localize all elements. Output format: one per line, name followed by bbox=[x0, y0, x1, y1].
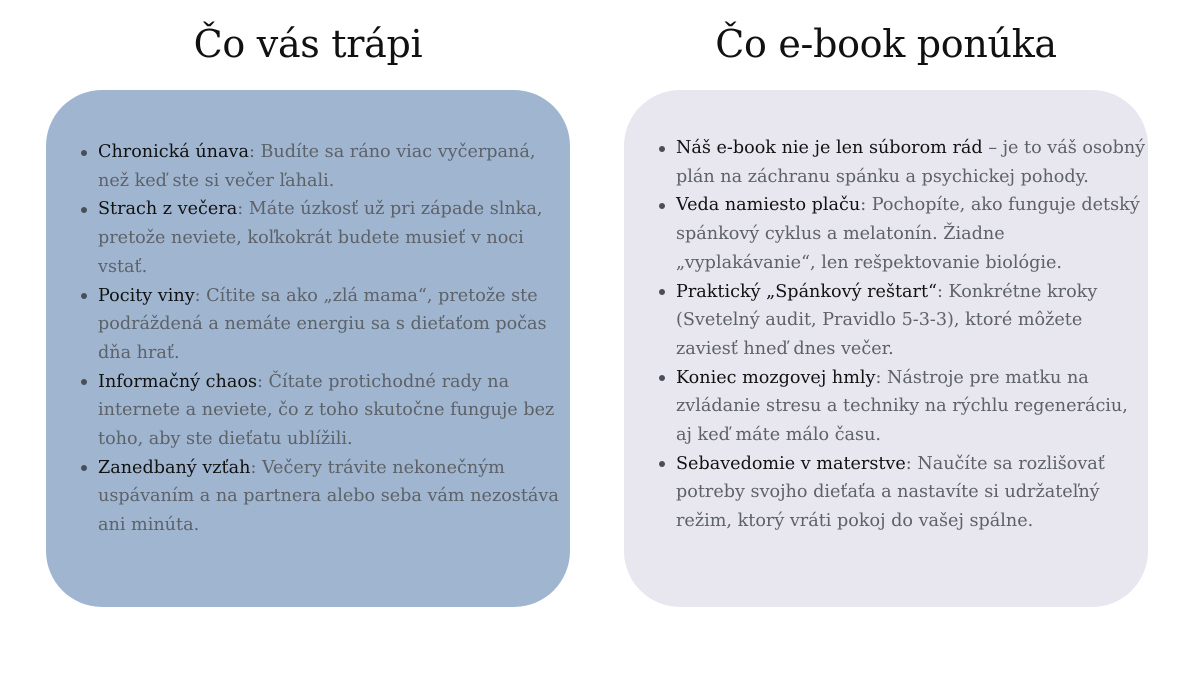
item-text: : Budíte sa ráno viac vyčerpaná, než keď ste si večer ľahali. bbox=[98, 142, 536, 191]
item-term: Strach z večera bbox=[98, 199, 238, 220]
list-item bbox=[676, 364, 1146, 450]
list-item bbox=[676, 191, 1146, 277]
list-item bbox=[98, 138, 568, 195]
item-text: : Čítate protichodné rady na internete a neviete, čo z toho skutočne funguje bez toho, aby ste dieťatu ublížili. bbox=[98, 371, 555, 450]
right-column-title: Čo e-book ponúka bbox=[715, 22, 1057, 66]
list-item bbox=[676, 278, 1146, 364]
problems-list bbox=[98, 138, 568, 540]
item-text: : Nástroje pre matku na zvládanie stresu a techniky na rýchlu regeneráciu, aj keď máte málo času. bbox=[676, 367, 1128, 446]
item-text: – je to váš osobný plán na záchranu spánku a psychickej pohody. bbox=[676, 138, 1146, 187]
ebook-benefits-panel bbox=[624, 90, 1148, 607]
list-item bbox=[98, 282, 568, 368]
list-item bbox=[98, 368, 568, 454]
item-text: : Máte úzkosť už pri západe slnka, pretože neviete, koľkokrát budete musieť v noci vstať. bbox=[98, 199, 543, 277]
list-item bbox=[98, 195, 568, 281]
benefits-list bbox=[676, 134, 1146, 536]
problems-panel bbox=[46, 90, 570, 607]
item-text: : Večery trávite nekonečným uspávaním a na partnera alebo seba vám nezostáva ani minúta. bbox=[98, 457, 559, 536]
item-text: : Pochopíte, ako funguje detský spánkový cyklus a melatonín. Žiadne „vyplakávanie“, len rešpektovanie biológie. bbox=[676, 195, 1140, 273]
item-term: Koniec mozgovej hmly bbox=[676, 367, 876, 388]
list-item bbox=[676, 134, 1146, 191]
item-term: Chronická únava bbox=[98, 142, 249, 162]
left-column-title: Čo vás trápi bbox=[193, 22, 423, 66]
item-term: Zanedbaný vzťah bbox=[98, 457, 251, 478]
item-text: : Konkrétne kroky (Svetelný audit, Pravidlo 5-3-3), ktoré môžete zaviesť hneď dnes večer. bbox=[676, 281, 1098, 359]
item-term: Náš e-book nie je len súborom rád bbox=[676, 138, 983, 158]
item-term: Veda namiesto plaču bbox=[676, 195, 861, 216]
item-term: Praktický „Spánkový reštart“ bbox=[676, 281, 938, 302]
list-item bbox=[676, 450, 1146, 536]
item-text: : Cítite sa ako „zlá mama“, pretože ste podráždená a nemáte energiu sa s dieťaťom počas dňa hrať. bbox=[98, 285, 547, 363]
item-term: Pocity viny bbox=[98, 285, 195, 306]
item-term: Sebavedomie v materstve bbox=[676, 453, 906, 474]
item-text: : Naučíte sa rozlišovať potreby svojho dieťaťa a nastavíte si udržateľný režim, ktorý vráti pokoj do vašej spálne. bbox=[676, 453, 1105, 532]
item-term: Informačný chaos bbox=[98, 371, 257, 392]
list-item bbox=[98, 454, 568, 540]
